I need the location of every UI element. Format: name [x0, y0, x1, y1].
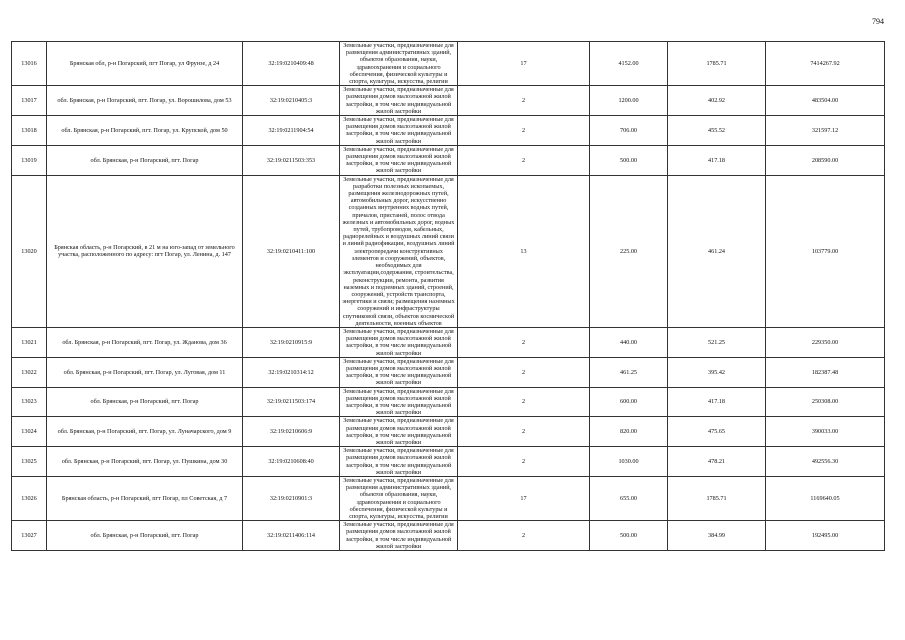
address-cell: обл. Брянская, р-н Погарский, пгт. Погар — [47, 145, 243, 175]
cadastral-value-table — [11, 41, 885, 551]
address-cell: Брянская обл, р-н Погарский, пгт Погар, ул Фрунзе, д 24 — [47, 42, 243, 86]
specific-value-cell: 384.99 — [668, 521, 766, 551]
row-number-cell: 13019 — [12, 145, 47, 175]
address-cell: обл. Брянская, р-н Погарский, пгт. Погар — [47, 387, 243, 417]
group-number-cell: 2 — [458, 417, 590, 447]
cadastral-value-cell: 321597.12 — [766, 116, 885, 146]
land-use-cell: Земельные участки, предназначенные для размещения административных зданий, объектов образования, науки, здравоохранения и социального обеспечения, физической культуры и спорта, культуры, искусства, религии — [340, 476, 458, 520]
address-cell: обл. Брянская, р-н Погарский, пгт. Погар, ул. Пушкина, дом 30 — [47, 447, 243, 477]
land-use-cell: Земельные участки, предназначенные для размещения домов малоэтажной жилой застройки, в том числе индивидуальной жилой застройки — [340, 447, 458, 477]
cadastral-value-cell: 103779.00 — [766, 175, 885, 327]
area-cell: 820.00 — [590, 417, 668, 447]
group-number-cell: 2 — [458, 116, 590, 146]
cadastral-number-cell: 32:19:0210608:40 — [243, 447, 340, 477]
land-use-cell: Земельные участки, предназначенные для размещения домов малоэтажной жилой застройки, в том числе индивидуальной жилой застройки — [340, 116, 458, 146]
address-cell: обл. Брянская, р-н Погарский, пгт. Погар, ул. Луговая, дом 11 — [47, 357, 243, 387]
land-use-cell: Земельные участки, предназначенные для размещения домов малоэтажной жилой застройки, в том числе индивидуальной жилой застройки — [340, 521, 458, 551]
table-row — [12, 417, 885, 447]
group-number-cell: 2 — [458, 387, 590, 417]
group-number-cell: 2 — [458, 521, 590, 551]
table-body — [12, 42, 885, 551]
specific-value-cell: 461.24 — [668, 175, 766, 327]
cadastral-value-cell: 7414267.92 — [766, 42, 885, 86]
table-row — [12, 86, 885, 116]
group-number-cell: 17 — [458, 42, 590, 86]
cadastral-number-cell: 32:19:0211406:114 — [243, 521, 340, 551]
cadastral-number-cell: 32:19:0210915:9 — [243, 327, 340, 357]
table-row — [12, 327, 885, 357]
specific-value-cell: 402.92 — [668, 86, 766, 116]
area-cell: 600.00 — [590, 387, 668, 417]
cadastral-value-cell: 1169640.05 — [766, 476, 885, 520]
table-row — [12, 42, 885, 86]
table-row — [12, 116, 885, 146]
area-cell: 706.00 — [590, 116, 668, 146]
cadastral-number-cell: 32:19:0210606:9 — [243, 417, 340, 447]
cadastral-number-cell: 32:19:0211503:353 — [243, 145, 340, 175]
cadastral-number-cell: 32:19:0211503:174 — [243, 387, 340, 417]
address-cell: Брянская область, р-н Погарский, в 21 м на юго-запад от земельного участка, расположенного по адресу: пгт Погар, ул. Ленина, д. 147 — [47, 175, 243, 327]
specific-value-cell: 417.18 — [668, 387, 766, 417]
address-cell: Брянская область, р-н Погарский, пгт Погар, пл Советская, д 7 — [47, 476, 243, 520]
row-number-cell: 13022 — [12, 357, 47, 387]
row-number-cell: 13026 — [12, 476, 47, 520]
row-number-cell: 13025 — [12, 447, 47, 477]
specific-value-cell: 455.52 — [668, 116, 766, 146]
row-number-cell: 13021 — [12, 327, 47, 357]
area-cell: 461.25 — [590, 357, 668, 387]
area-cell: 500.00 — [590, 145, 668, 175]
table-row — [12, 175, 885, 327]
row-number-cell: 13016 — [12, 42, 47, 86]
address-cell: обл. Брянская, р-н Погарский, пгт. Погар, ул. Ворошилова, дом 53 — [47, 86, 243, 116]
table-row — [12, 447, 885, 477]
cadastral-value-cell: 192495.00 — [766, 521, 885, 551]
table-row — [12, 145, 885, 175]
cadastral-value-cell: 250308.00 — [766, 387, 885, 417]
land-use-cell: Земельные участки, предназначенные для размещения административных зданий, объектов образования, науки, здравоохранения и социального обеспечения, физической культуры и спорта, культуры, искусства, религии — [340, 42, 458, 86]
specific-value-cell: 395.42 — [668, 357, 766, 387]
address-cell: обл. Брянская, р-н Погарский, пгт. Погар, ул. Луначарского, дом 9 — [47, 417, 243, 447]
address-cell: обл. Брянская, р-н Погарский, пгт. Погар, ул. Жданова, дом 36 — [47, 327, 243, 357]
specific-value-cell: 521.25 — [668, 327, 766, 357]
group-number-cell: 2 — [458, 327, 590, 357]
cadastral-number-cell: 32:19:0210901:3 — [243, 476, 340, 520]
group-number-cell: 2 — [458, 447, 590, 477]
specific-value-cell: 1785.71 — [668, 476, 766, 520]
cadastral-number-cell: 32:19:0210314:12 — [243, 357, 340, 387]
row-number-cell: 13020 — [12, 175, 47, 327]
area-cell: 1030.00 — [590, 447, 668, 477]
specific-value-cell: 1785.71 — [668, 42, 766, 86]
row-number-cell: 13023 — [12, 387, 47, 417]
land-use-cell: Земельные участки, предназначенные для размещения домов малоэтажной жилой застройки, в том числе индивидуальной жилой застройки — [340, 145, 458, 175]
land-use-cell: Земельные участки, предназначенные для размещения домов малоэтажной жилой застройки, в том числе индивидуальной жилой застройки — [340, 86, 458, 116]
row-number-cell: 13024 — [12, 417, 47, 447]
row-number-cell: 13017 — [12, 86, 47, 116]
table-row — [12, 357, 885, 387]
group-number-cell: 2 — [458, 357, 590, 387]
address-cell: обл. Брянская, р-н Погарский, пгт. Погар, ул. Крупской, дом 50 — [47, 116, 243, 146]
specific-value-cell: 417.18 — [668, 145, 766, 175]
land-use-cell: Земельные участки, предназначенные для размещения домов малоэтажной жилой застройки, в том числе индивидуальной жилой застройки — [340, 327, 458, 357]
group-number-cell: 2 — [458, 86, 590, 116]
row-number-cell: 13027 — [12, 521, 47, 551]
land-use-cell: Земельные участки, предназначенные для разработки полезных ископаемых, размещения железнодорожных путей, автомобильных дорог, искусственно созданных внутренних водных путей, причалов, пристаней, полос отвода железных и автомобильных дорог, водных путей, трубопроводов, кабельных, радиорелейных и воздушных линий связи и линий радиофикации, воздушных линий электропередачи конструктивных элементов и сооружений, объектов, необходимых для эксплуатации,содержания, строительства, реконструкции, ремонта, развития наземных и подземных зданий, строений, сооружений, устройств транспорта, энергетики и связи; размещения наземных сооружений и инфраструктуры спутниковой связи, объектов космической деятельности, военных объектов — [340, 175, 458, 327]
table-row — [12, 387, 885, 417]
area-cell: 655.00 — [590, 476, 668, 520]
table-row — [12, 476, 885, 520]
cadastral-value-cell: 390033.00 — [766, 417, 885, 447]
cadastral-value-cell: 229350.00 — [766, 327, 885, 357]
cadastral-value-cell: 492556.30 — [766, 447, 885, 477]
row-number-cell: 13018 — [12, 116, 47, 146]
cadastral-value-cell: 182387.48 — [766, 357, 885, 387]
group-number-cell: 13 — [458, 175, 590, 327]
specific-value-cell: 475.65 — [668, 417, 766, 447]
specific-value-cell: 478.21 — [668, 447, 766, 477]
cadastral-number-cell: 32:19:0210411:100 — [243, 175, 340, 327]
group-number-cell: 17 — [458, 476, 590, 520]
group-number-cell: 2 — [458, 145, 590, 175]
table-row — [12, 521, 885, 551]
page-number: 794 — [872, 17, 884, 26]
area-cell: 4152.00 — [590, 42, 668, 86]
cadastral-value-cell: 208590.00 — [766, 145, 885, 175]
land-use-cell: Земельные участки, предназначенные для размещения домов малоэтажной жилой застройки, в том числе индивидуальной жилой застройки — [340, 357, 458, 387]
land-use-cell: Земельные участки, предназначенные для размещения домов малоэтажной жилой застройки, в том числе индивидуальной жилой застройки — [340, 387, 458, 417]
area-cell: 440.00 — [590, 327, 668, 357]
land-use-cell: Земельные участки, предназначенные для размещения домов малоэтажной жилой застройки, в том числе индивидуальной жилой застройки — [340, 417, 458, 447]
area-cell: 1200.00 — [590, 86, 668, 116]
cadastral-number-cell: 32:19:0211904:54 — [243, 116, 340, 146]
cadastral-value-cell: 483504.00 — [766, 86, 885, 116]
area-cell: 225.00 — [590, 175, 668, 327]
cadastral-number-cell: 32:19:0210409:48 — [243, 42, 340, 86]
cadastral-number-cell: 32:19:0210405:3 — [243, 86, 340, 116]
address-cell: обл. Брянская, р-н Погарский, пгт. Погар — [47, 521, 243, 551]
area-cell: 500.00 — [590, 521, 668, 551]
